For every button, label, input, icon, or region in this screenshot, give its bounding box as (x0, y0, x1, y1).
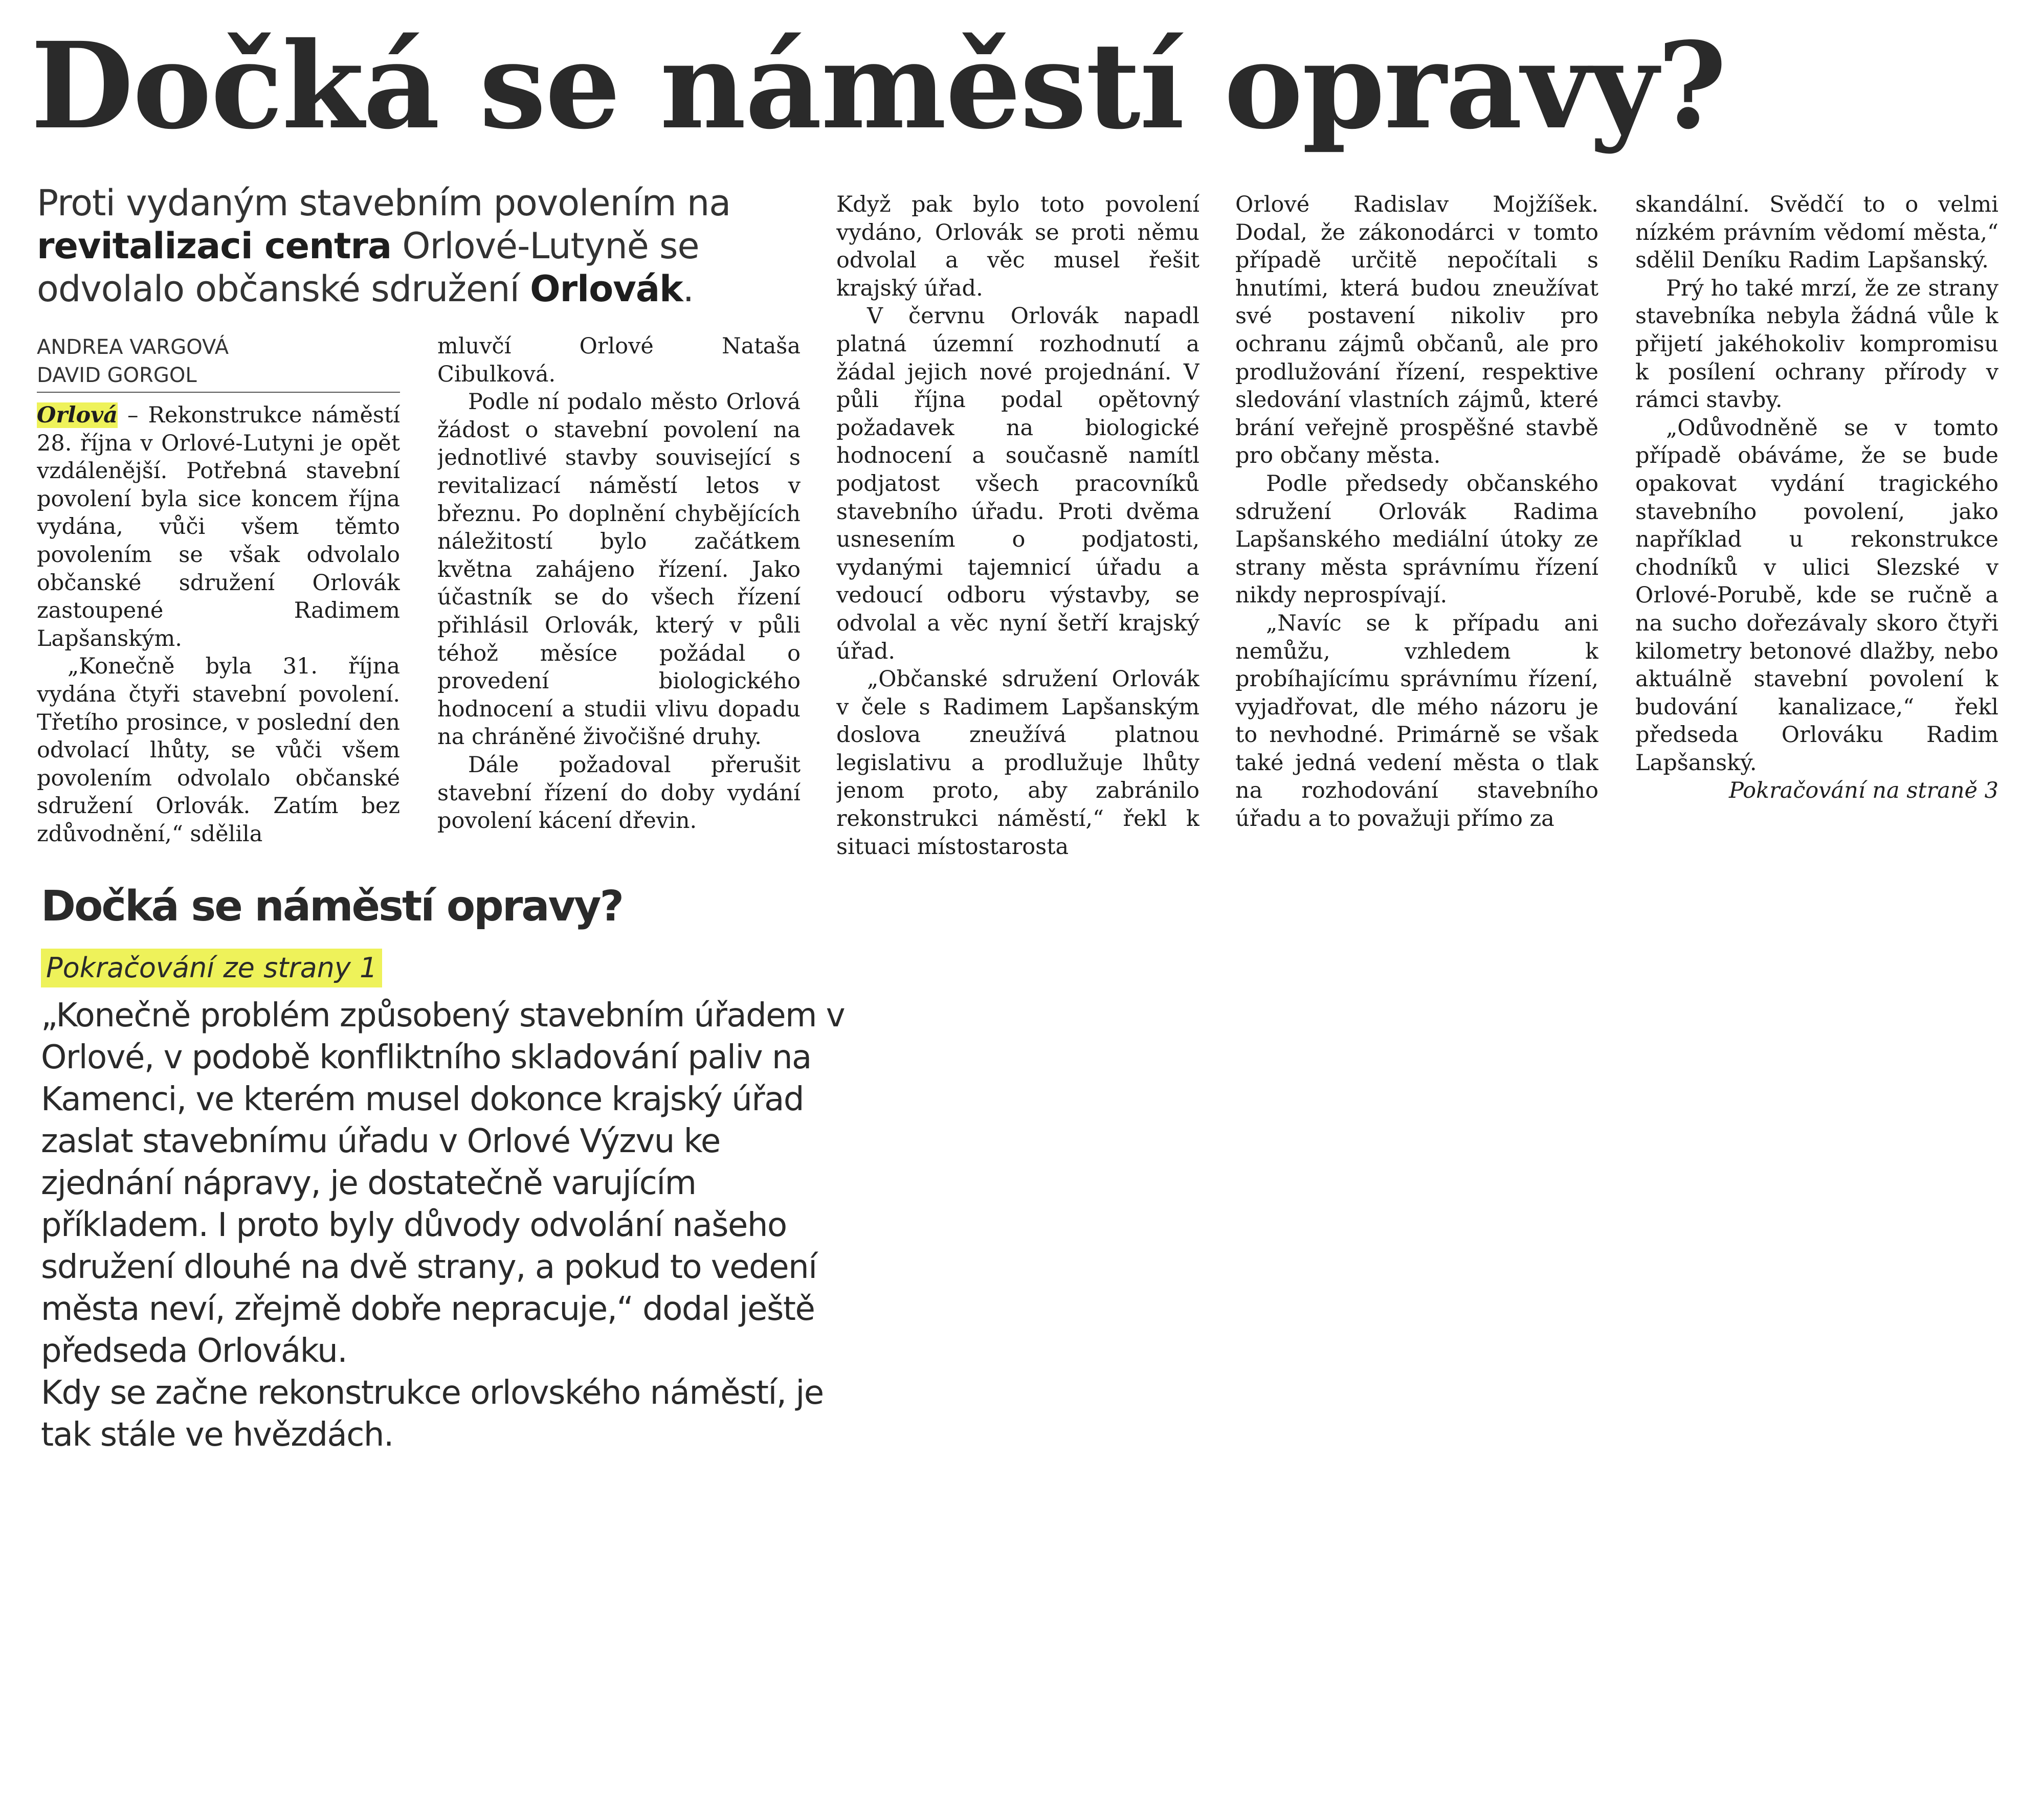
article-column-5 (1635, 191, 1998, 866)
article-paragraph: „Konečně problém způsobený stavebním úřadem v Orlové, v podobě konfliktního skladování paliv na Kamenci, ve kterém musel dokonce krajský úřad zaslat stavebnímu úřadu v Orlové Výzvu ke zjednání nápravy, je dostatečně varujícím příkladem. I proto byly důvody odvolání našeho sdružení dlouhé na dvě strany, a pokud to vedení města neví, zřejmě dobře nepracuje,“ dodal ještě předseda Orlováku. (41, 997, 845, 1370)
author-name: DAVID GORGOL (37, 364, 197, 387)
continued-on-page-note: Pokračování na straně 3 (1728, 778, 1998, 804)
lead-bold-2: Orlovák (530, 268, 683, 310)
article-paragraph: Když pak bylo toto povolení vydáno, Orlovák se proti němu odvolal a věc musel řešit krajský úřad. (836, 192, 1199, 301)
article-paragraph: V červnu Orlovák napadl platná územní rozhodnutí a žádal jejich nové projednání. V půli října podal opětovný požadavek na biologické hodnocení a současně namítl podjatost všech pracovníků stavebního úřadu. Proti dvěma usnesením o podjatosti, vydanými tajemnicí úřadu a vedoucí odboru výstavby, se odvolal a věc nyní šetří krajský úřad. (836, 303, 1199, 664)
lead-text-1: Proti vydaným stavebním povolením na (37, 182, 731, 224)
article-column-2 (437, 332, 801, 864)
author-name: ANDREA VARGOVÁ (37, 335, 229, 359)
article-paragraph: Orlové Radislav Mojžíšek. Dodal, že zákonodárci v tomto případě určitě nepočítali s hnutími, která budou zneužívat své postavení nikoliv pro ochranu zájmů občanů, ale pro prodlužování řízení, respektive sledování vlastních zájmů, které brání veřejně prospěšné stavbě pro občany města. (1235, 192, 1598, 469)
article-paragraph: mluvčí Orlové Nataša Cibulková. (437, 333, 801, 387)
article-paragraph: Podle předsedy občanského sdružení Orlovák Radima Lapšanského mediální útoky ze strany města správnímu řízení nikdy neprospívají. (1235, 470, 1598, 609)
dateline-text: – Rekonstrukce náměstí 28. října v Orlové-Lutyni je opět vzdálenější. Potřebná stavební povolení byla sice koncem října vydána, vůči všem těmto povolením se však odvolalo občanské sdružení Orlovák zastoupené Radimem Lapšanským. (37, 402, 400, 651)
article-paragraph: skandální. Svědčí to o velmi nízkém právním vědomí města,“ sdělil Deníku Radim Lapšanský. (1635, 192, 1998, 274)
continued-from-note: Pokračování ze strany 1 (41, 949, 382, 987)
article-paragraph: „Odůvodněně se v tomto případě obáváme, že se bude opakovat vydání tragického stavebního povolení, jako například u rekonstrukce chodníků v ulici Slezské v Orlové-Porubě, kde se ručně a na sucho dořezávaly skoro čtyři kilometry betonové dlažby, nebo aktuálně stavební povolení k budování kanalizace,“ řekl předseda Orlováku Radim Lapšanský. (1635, 415, 1998, 776)
article-paragraph: Prý ho také mrzí, že ze strany stavebníka nebyla žádná vůle k přijetí jakéhokoliv kompromisu k posílení ochrany přírody v rámci stavby. (1635, 275, 1998, 413)
article-paragraph: „Občanské sdružení Orlovák v čele s Radimem Lapšanským doslova zneužívá platnou legislativu a prodlužuje lhůty jenom proto, aby zabránilo rekonstrukci náměstí,“ řekl k situaci místostarosta (836, 666, 1199, 860)
article-paragraph: „Navíc se k případu ani nemůžu, vzhledem k probíhajícímu správnímu řízení, vyjadřovat, dle mého názoru je to nevhodné. Primárně se však také jedná vedení města o tlak na rozhodování stavebního úřadu a to považuji přímo za (1235, 610, 1598, 832)
article-paragraph: Kdy se začne rekonstrukce orlovského náměstí, je tak stále ve hvězdách. (41, 1374, 824, 1454)
lead-bold-1: revitalizaci centra (37, 225, 392, 267)
article-column-1 (37, 401, 400, 864)
lead-text-3: . (682, 268, 694, 310)
article-paragraph: „Konečně byla 31. října vydána čtyři stavební povolení. Třetího prosince, v poslední den odvolací lhůty, se vůči všem povolením odvolalo občanské sdružení Orlovák. Zatím bez zdůvodnění,“ sdělila (37, 654, 400, 847)
article-column-3 (836, 191, 1199, 866)
dateline: Orlová (37, 402, 118, 428)
lead-text-2: Orlové-Lutyně se odvolalo občanské sdružení (37, 225, 699, 310)
article-paragraph: Dále požadoval přerušit stavební řízení do doby vydání povolení kácení dřevin. (437, 752, 801, 834)
lead-paragraph (37, 182, 732, 310)
byline (37, 333, 400, 393)
continuation-body (41, 995, 859, 1456)
continuation-headline: Dočká se náměstí opravy? (41, 882, 623, 931)
article-paragraph: Podle ní podalo město Orlová žádost o stavební povolení na jednotlivé stavby související s revitalizací náměstí letos v březnu. Po doplnění chybějících náležitostí bylo začátkem května zahájeno řízení. Jako účastník se do všech řízení přihlásil Orlovák, který v půli téhož měsíce požádal o provedení biologického hodnocení a studii vlivu dopadu na chráněné živočišné druhy. (437, 389, 801, 750)
headline: Dočká se náměstí opravy? (31, 16, 1726, 155)
article-column-4 (1235, 191, 1598, 866)
article-paragraph (37, 401, 400, 653)
